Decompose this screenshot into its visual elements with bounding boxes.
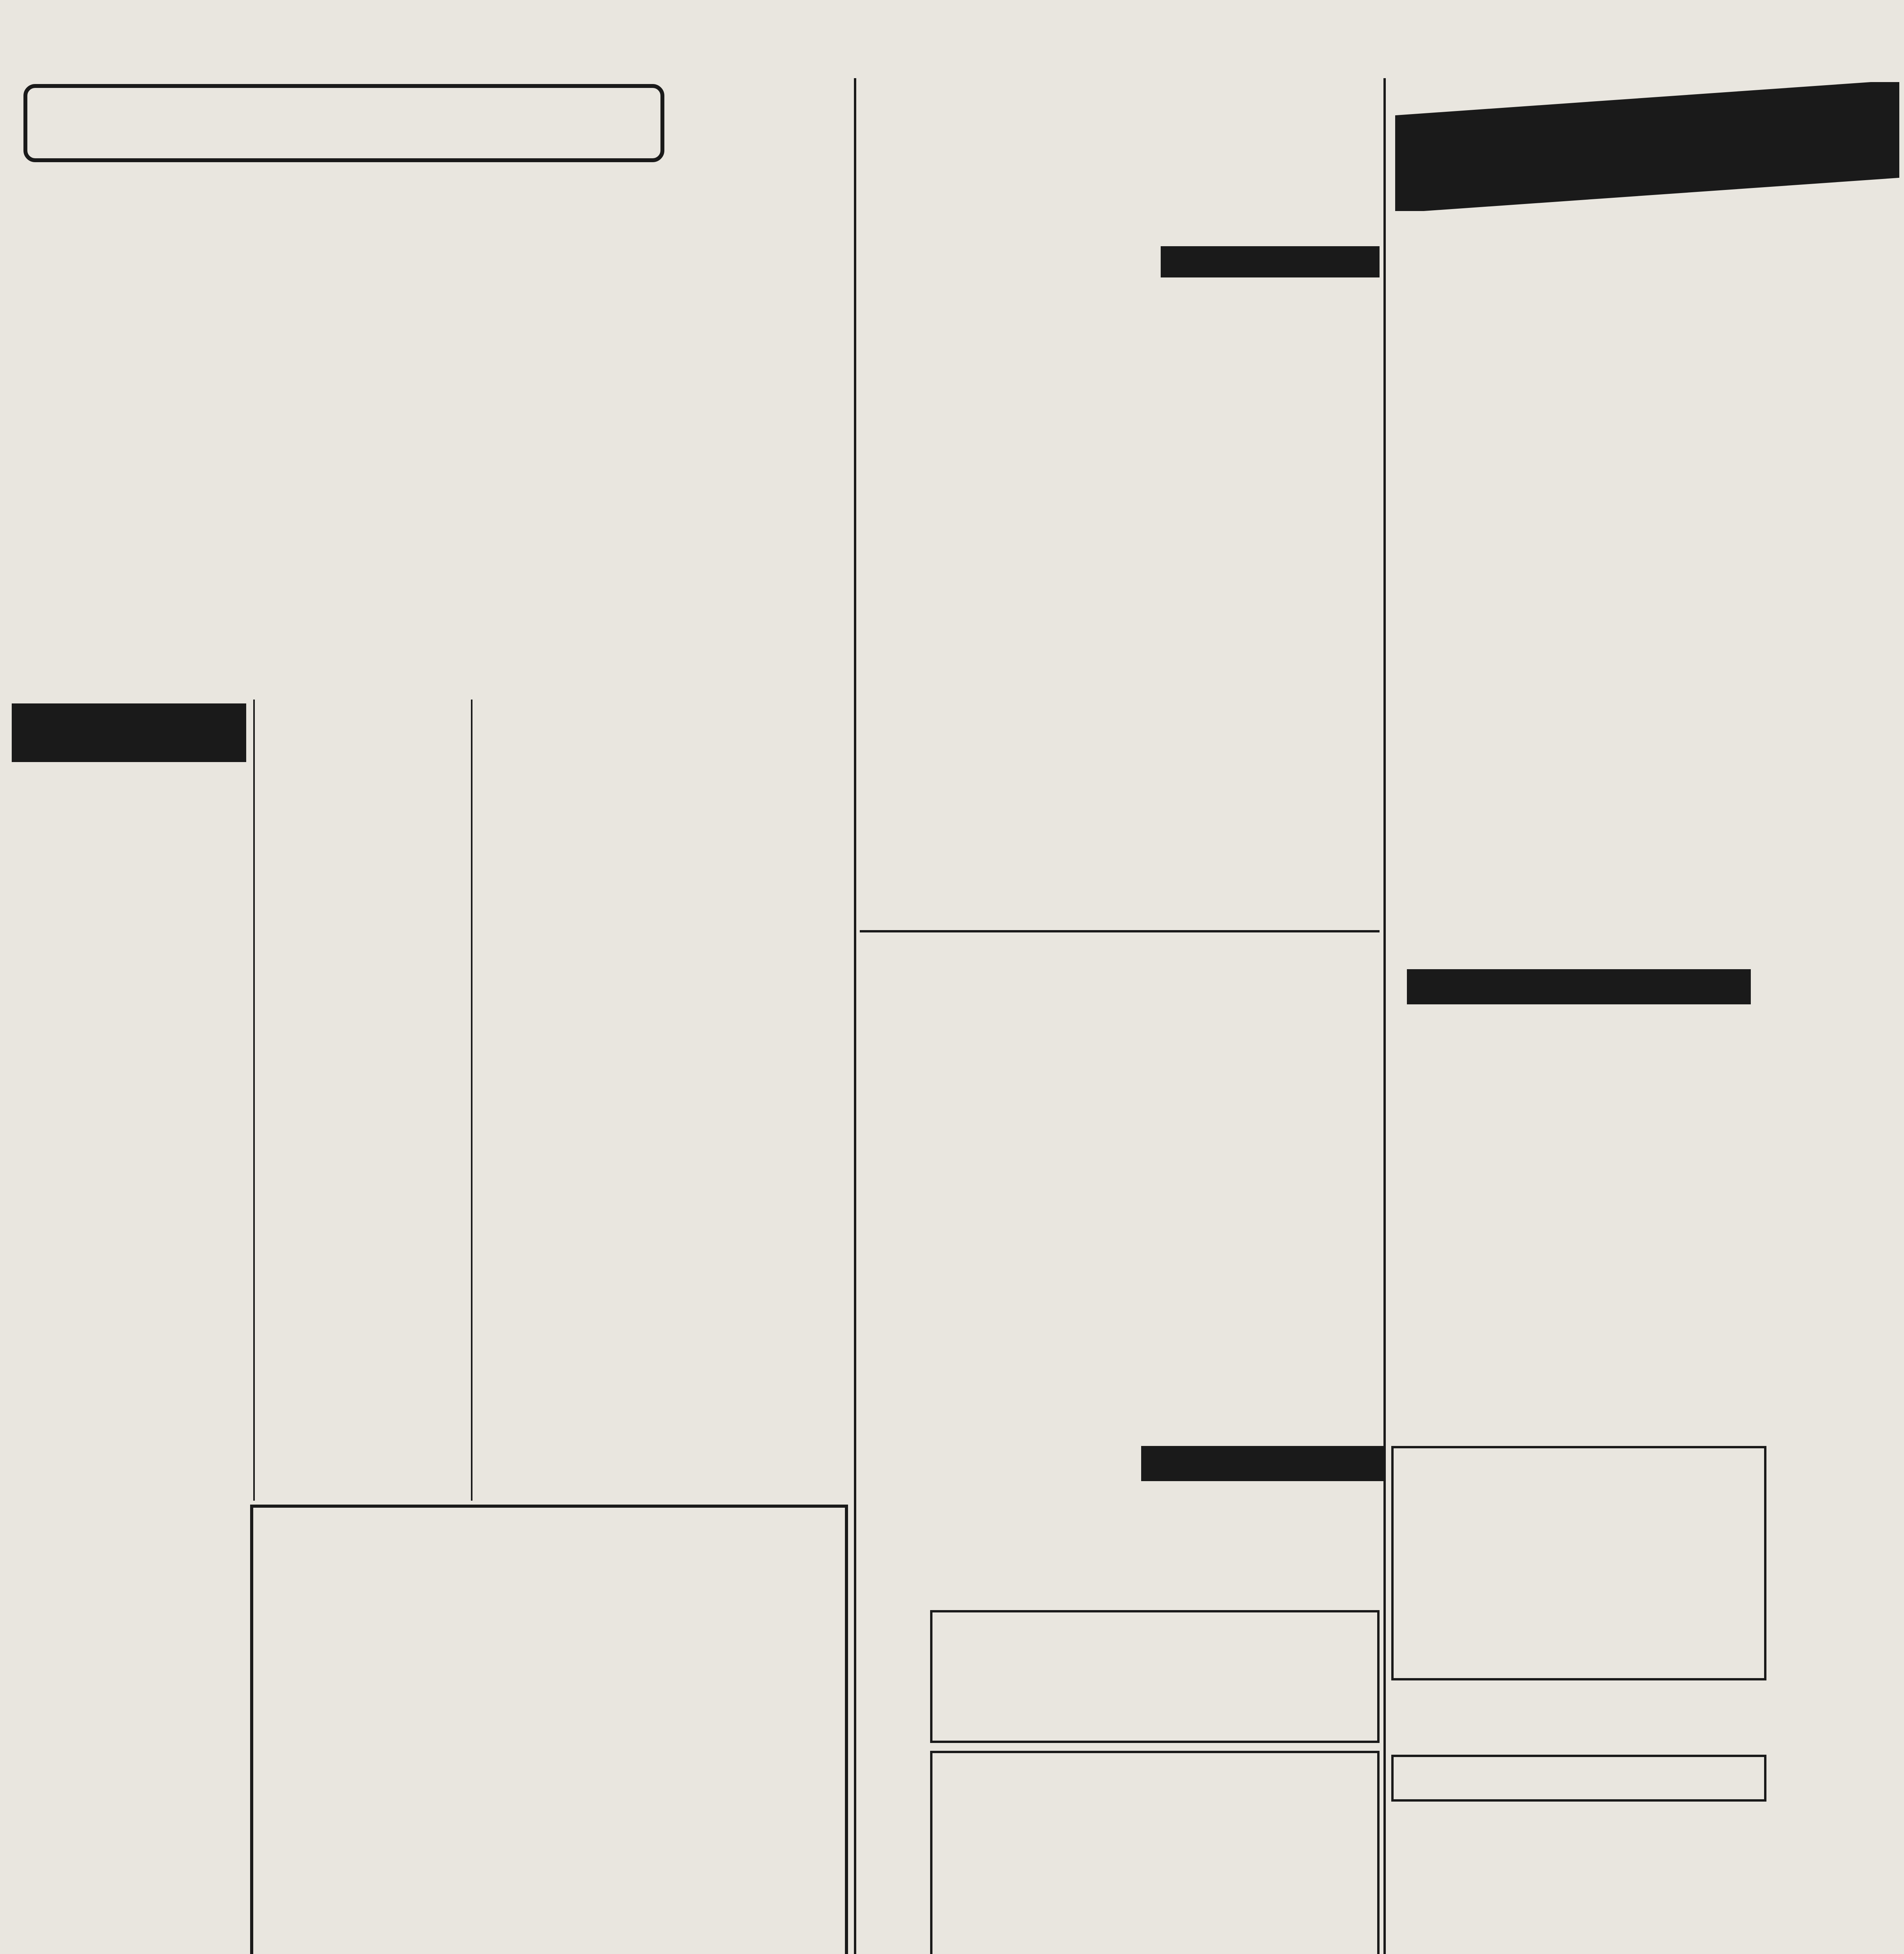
vima-banner	[12, 703, 246, 762]
himatismos-col2	[1141, 1000, 1383, 1430]
discount-line	[285, 1680, 816, 1727]
piraeus-headline	[8, 168, 711, 317]
praktores-continued	[1204, 903, 1380, 922]
piraeus-title-kypraios	[262, 1067, 496, 1086]
mahi-ad	[930, 1751, 1380, 1954]
vima-subtitle	[125, 766, 246, 787]
science-text3	[1395, 1114, 1899, 1419]
praktores-col2	[1032, 289, 1196, 453]
praktores-subhead	[860, 172, 1380, 215]
science-part	[1395, 375, 1899, 395]
piraeus-subhead	[31, 324, 735, 379]
column-rule	[253, 700, 255, 1501]
vima-text-karvouna	[12, 1493, 246, 1845]
discount-note	[285, 1781, 816, 1828]
discount-address	[253, 1914, 845, 1941]
discount-ad	[250, 1505, 848, 1954]
praktores-chapter	[1032, 461, 1196, 481]
science-text2	[1395, 883, 1899, 1055]
vima-text-asximia	[12, 1872, 246, 1954]
science-kicker	[1395, 227, 1708, 246]
science-note	[1395, 328, 1899, 348]
mahi-text	[948, 1851, 1362, 1954]
invitations-line2	[932, 1710, 1377, 1737]
praktores-headline	[860, 74, 1380, 180]
discount-shop	[253, 1844, 845, 1902]
weddings-title	[1141, 1446, 1383, 1481]
praktores-col3	[1204, 289, 1380, 602]
science-sec3	[1395, 1071, 1899, 1110]
piraeus-title-sidalmas	[477, 1036, 672, 1055]
vima-sub-karvouna	[12, 1469, 246, 1491]
praktores-col5	[1032, 602, 1196, 911]
praktores-byline	[1161, 246, 1380, 277]
praktores-part	[957, 231, 1075, 262]
science-sec2	[1395, 395, 1899, 434]
mahi-title	[932, 1792, 1377, 1843]
himatismos-headline	[860, 938, 1337, 989]
discount-subtitle	[253, 1601, 845, 1660]
piraeus-banner	[23, 84, 664, 162]
science-text4	[1395, 1466, 1899, 1954]
science-banner	[1395, 82, 1899, 211]
vima-sub-asximia	[12, 1848, 246, 1870]
piraeus-byline	[274, 387, 844, 410]
science-subhead	[1395, 301, 1899, 324]
invitations-ad	[930, 1610, 1380, 1743]
column-rule	[854, 78, 856, 1954]
piraeus-col3	[477, 703, 844, 1485]
discount-date	[285, 1730, 816, 1762]
science-byline	[1395, 356, 1899, 375]
praktores-col1	[860, 258, 1024, 911]
section-rule	[860, 930, 1380, 932]
mahi-kicker	[932, 1761, 1377, 1788]
science-sec4	[1395, 1423, 1899, 1462]
praktores-col6	[1204, 610, 1380, 903]
invitations-title	[932, 1620, 1377, 1652]
vima-text	[12, 793, 246, 1352]
science-banner-text	[1395, 82, 1899, 211]
science-headline	[1395, 258, 1899, 297]
column-rule	[471, 700, 472, 1501]
himatismos-cont-note	[938, 1000, 1133, 1018]
discount-title	[253, 1527, 845, 1594]
piraeus-lead	[12, 414, 844, 688]
science-text1	[1395, 438, 1899, 883]
piraeus-kicker	[8, 43, 672, 74]
column-rule	[1383, 938, 1386, 1407]
invitations-line1	[932, 1655, 1377, 1706]
